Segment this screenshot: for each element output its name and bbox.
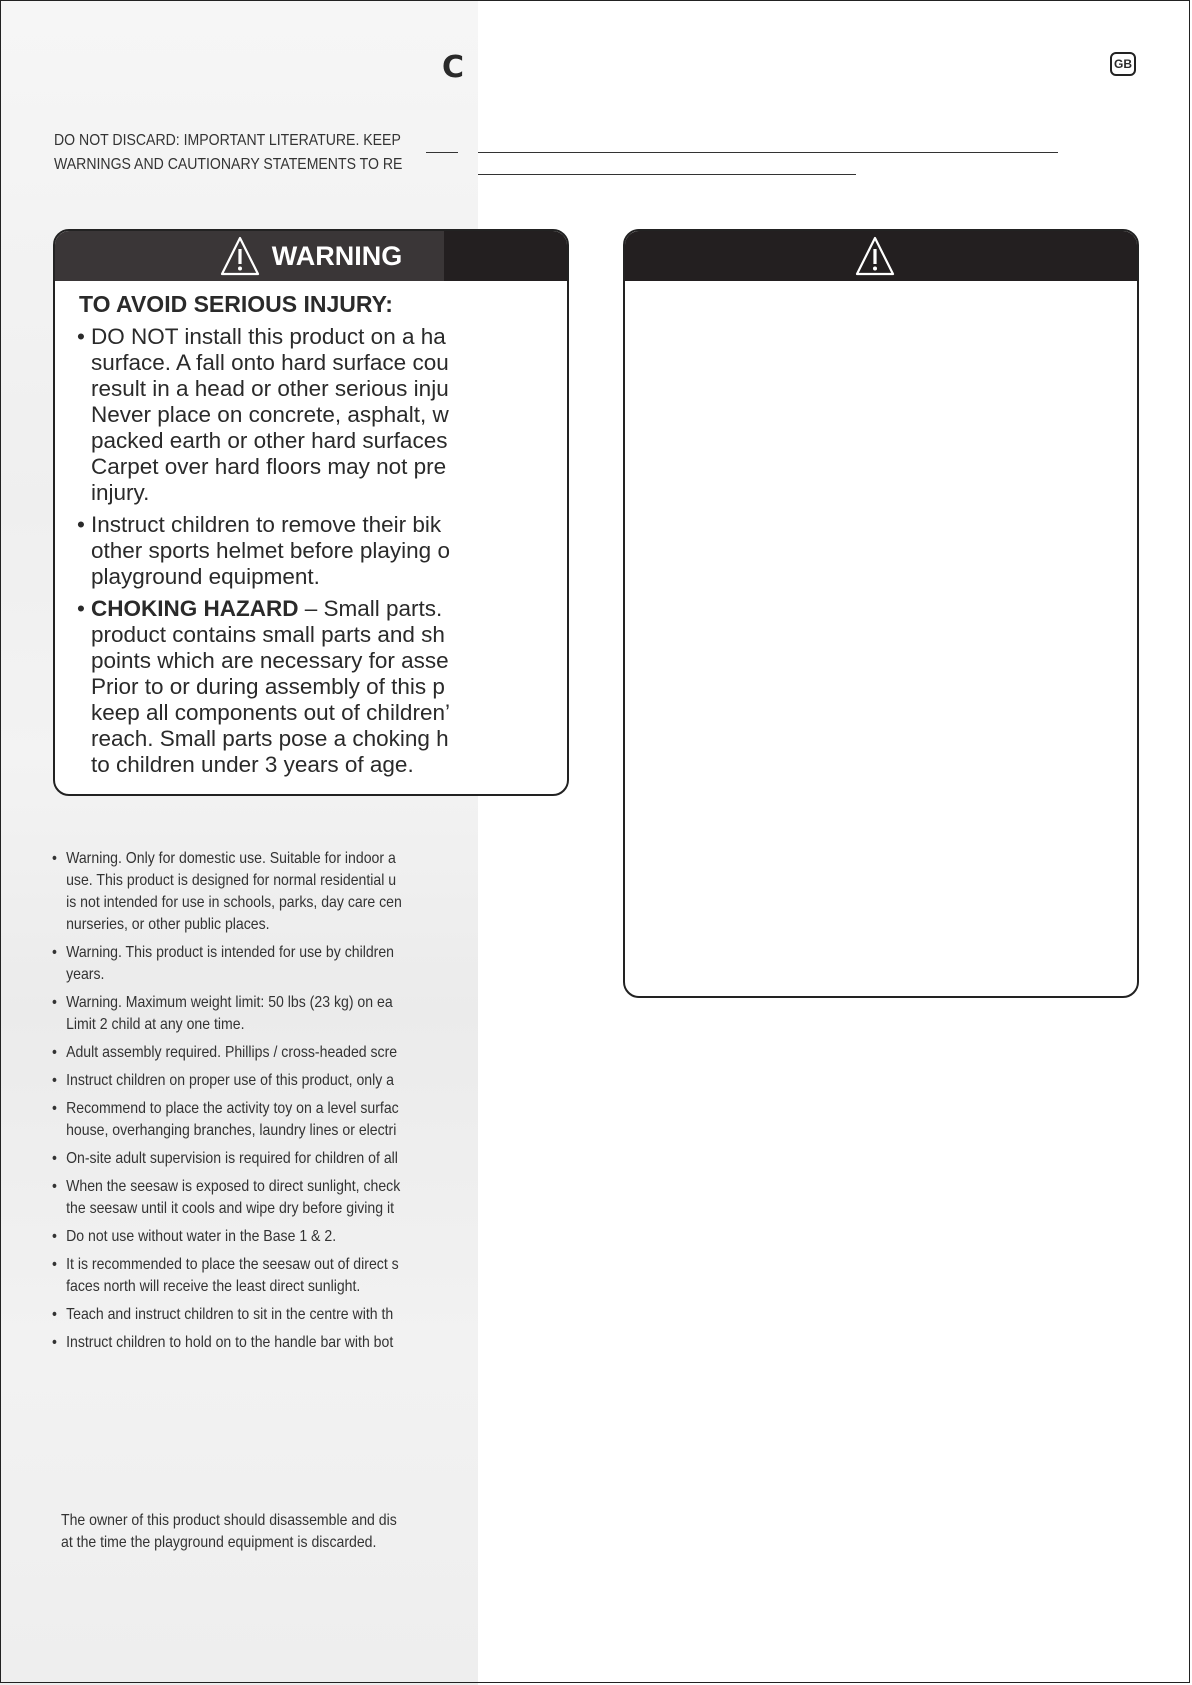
warning-header bbox=[55, 231, 567, 281]
warning-subtitle: TO AVOID SERIOUS INJURY: bbox=[79, 291, 393, 317]
rule-item: • Instruct children on proper use of this product, only a bbox=[52, 1070, 497, 1092]
safety-rules-list bbox=[52, 848, 482, 1360]
warning-list bbox=[77, 324, 545, 778]
warning-box-right bbox=[623, 229, 1139, 998]
warning-header-right bbox=[625, 231, 1137, 281]
rule-item: • On-site adult supervision is required for children of all bbox=[52, 1148, 497, 1170]
warning-triangle-icon bbox=[855, 235, 895, 277]
notice-underline-1 bbox=[478, 152, 1058, 153]
warning-item: • CHOKING HAZARD – Small parts. product contains small parts and sh points which are necessary for asse Prior to or during assembly of this p keep all components out of children’ reach. Small parts pose a choking h to children under 3 years of age. bbox=[77, 596, 545, 778]
notice-line-2: WARNINGS AND CAUTIONARY STATEMENTS TO RE bbox=[54, 156, 403, 173]
warning-heading: WARNING bbox=[271, 240, 403, 271]
notice-underline-1-start bbox=[426, 152, 458, 153]
rule-item: • Recommend to place the activity toy on a level surfac house, overhanging branches, laundry lines or electri bbox=[52, 1098, 497, 1142]
warning-triangle-icon bbox=[220, 235, 260, 277]
rule-item: • Adult assembly required. Phillips / cross-headed scre bbox=[52, 1042, 497, 1064]
rule-item: • Warning. Only for domestic use. Suitable for indoor a use. This product is designed for normal residential u is not intended for use in schools, parks, day care cen nurseries, or other public places. bbox=[52, 848, 497, 936]
owner-disposal-note: The owner of this product should disassemble and dis at the time the playground equipment is discarded. bbox=[61, 1512, 397, 1551]
warning-item: • Instruct children to remove their bik other sports helmet before playing o playground equipment. bbox=[77, 512, 545, 590]
rule-item: • Warning. Maximum weight limit: 50 lbs (23 kg) on ea Limit 2 child at any one time. bbox=[52, 992, 497, 1036]
rule-item: • Warning. This product is intended for use by children years. bbox=[52, 942, 497, 986]
rule-item: • Teach and instruct children to sit in the centre with th bbox=[52, 1304, 497, 1326]
rule-item: • Instruct children to hold on to the handle bar with bot bbox=[52, 1332, 497, 1354]
rule-item: • Do not use without water in the Base 1 & 2. bbox=[52, 1226, 497, 1248]
notice-line-1: DO NOT DISCARD: IMPORTANT LITERATURE. KEEP bbox=[54, 132, 401, 149]
warning-item: • DO NOT install this product on a ha surface. A fall onto hard surface cou result in a head or other serious inju Never place on concrete, asphalt, w packed earth or other hard surfaces Carpet over hard floors may not pre injury. bbox=[77, 324, 545, 506]
rule-item: • It is recommended to place the seesaw out of direct s faces north will receive the least direct sunlight. bbox=[52, 1254, 497, 1298]
warning-body bbox=[55, 281, 567, 778]
notice-underline-2 bbox=[478, 174, 856, 175]
warning-box bbox=[53, 229, 569, 796]
rule-item: • When the seesaw is exposed to direct sunlight, check the seesaw until it cools and wipe dry before giving it bbox=[52, 1176, 497, 1220]
page-letter: C bbox=[442, 50, 465, 85]
region-badge: GB bbox=[1110, 52, 1136, 76]
